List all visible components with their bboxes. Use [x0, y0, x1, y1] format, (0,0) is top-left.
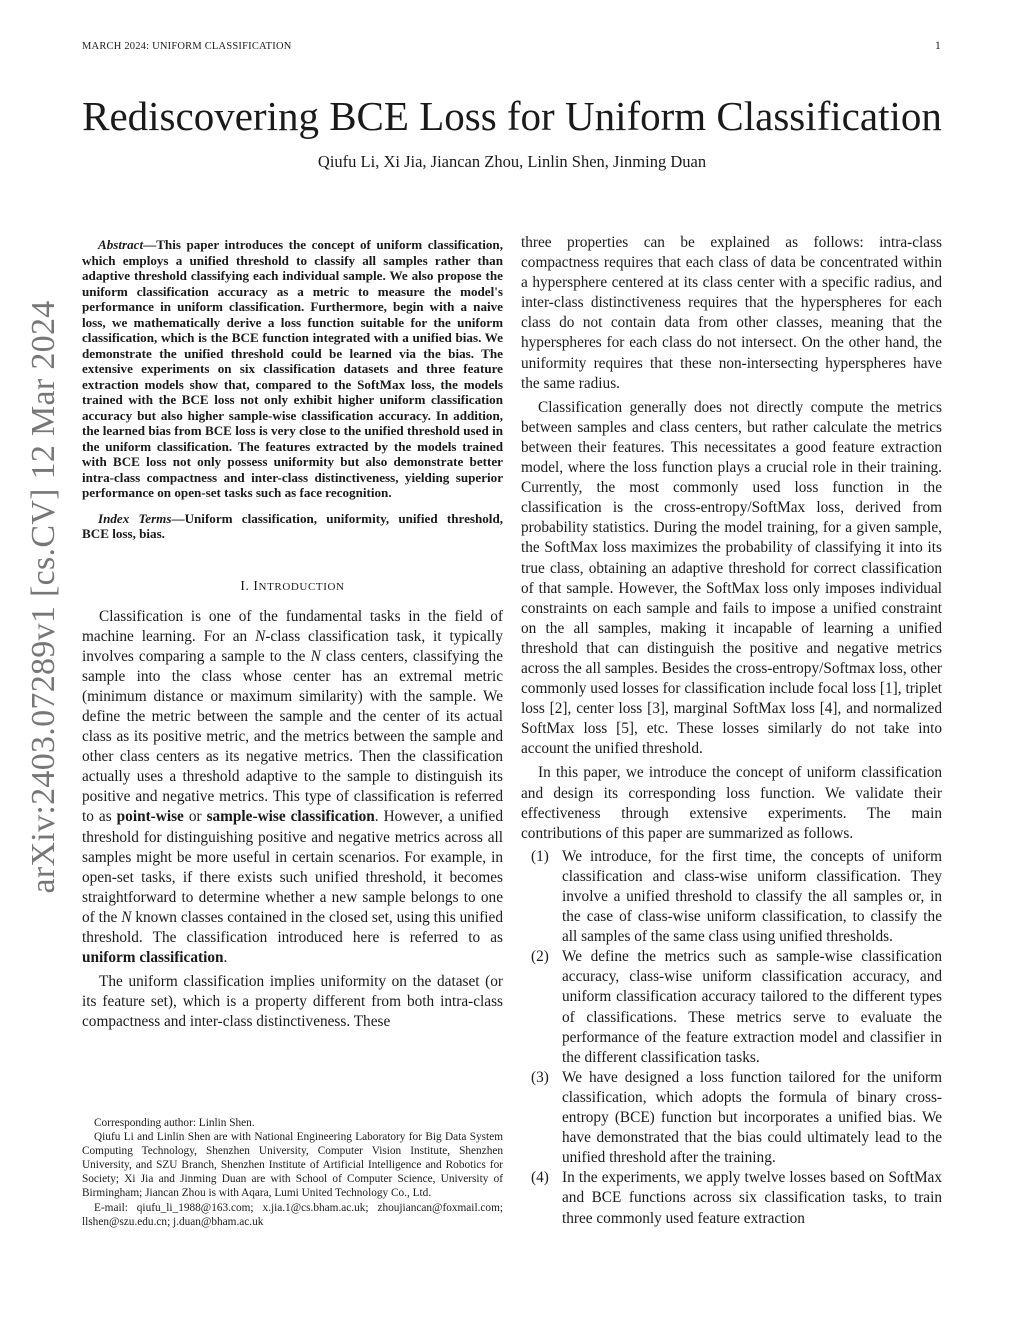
footnote-corresponding: Corresponding author: Linlin Shen.	[94, 1117, 255, 1129]
author-list: Qiufu Li, Xi Jia, Jiancan Zhou, Linlin Shen, Jinming Duan	[317, 152, 707, 171]
intro-paragraph-2: The uniform classification implies uniformity on the dataset (or its feature set), which is a property different from both intra-class compactness and inter-class distinctiveness. These	[82, 973, 503, 1031]
list-item-number: (2)	[531, 948, 549, 966]
running-header: MARCH 2024: UNIFORM CLASSIFICATION	[82, 41, 292, 52]
list-item-number: (1)	[531, 847, 549, 865]
right-paragraph-3: In this paper, we introduce the concept of uniform classification and design its corresponding loss function. We validate their effectiveness through extensive experiments. The main contributions of this paper are summarized as follows.	[521, 764, 942, 842]
footnote-emails: E-mail: qiufu_li_1988@163.com; x.jia.1@cs.bham.ac.uk; zhoujiancan@foxmail.com; llshen@szu.edu.cn; j.duan@bham.ac.uk	[82, 1201, 503, 1228]
text-run: class centers, classifying the sample into the class whose center has an extremal metric (minimum distance or maximum similarity) with the sample. We define the metric between the sample and the center of its actual class as its positive metric, and the metrics between the sample and other class centers as its negative metrics. Then the classification actually uses a threshold adaptive to the sample to distinguish its positive and negative metrics. This type of classification is referred to as	[82, 647, 503, 826]
list-item	[521, 1168, 942, 1228]
list-item-text: In the experiments, we apply twelve losses based on SoftMax and BCE functions across six classification tasks, to train three commonly used feature extraction	[562, 1169, 942, 1227]
intro-paragraph-1	[82, 607, 503, 969]
list-item-number: (4)	[531, 1169, 549, 1187]
text-run: Classification is one of the fundamental tasks in the field of machine learning. For an	[82, 607, 503, 645]
page-number: 1	[935, 40, 941, 52]
list-item	[521, 847, 942, 947]
list-item-text: We introduce, for the first time, the concepts of uniform classification and class-wise uniform classification. They involve a unified threshold to classify the all samples or, in the case of class-wise uniform classification, to classify the all samples of the same class using unified thresholds.	[562, 847, 942, 946]
math-variable-n: N	[255, 627, 266, 645]
list-item-number: (3)	[531, 1068, 549, 1086]
footnotes	[82, 1116, 503, 1229]
arxiv-identifier-stamp: arXiv:2403.07289v1 [cs.CV] 12 Mar 2024	[25, 300, 62, 894]
math-variable-n: N	[310, 647, 321, 665]
right-paragraph-1: three properties can be explained as follows: intra-class compactness requires that each class of data be concentrated within a hypersphere centered at its class center with a specific radius, and inter-class distinctiveness requires that the hyperspheres for each class do not contain data from other classes, meaning that the hyperspheres for each class do not intersect. On the other hand, the uniformity requires that these non-intersecting hyperspheres have the same radius.	[521, 234, 942, 392]
index-terms-label: Index Terms	[98, 510, 172, 526]
list-item-text: We define the metrics such as sample-wise classification accuracy, class-wise uniform classification accuracy, and uniform classification accuracy tailored to the different types of classifications. These metrics serve to evaluate the performance of the feature extraction model and classifier in the different classification tasks.	[562, 948, 942, 1066]
abstract-label: Abstract	[98, 237, 144, 252]
list-item-text: We have designed a loss function tailored for the uniform classification, which adopts the formula of binary cross-entropy (BCE) function but incorporates a unified bias. We have demonstrated that the bias could ultimately lead to the unified threshold after the training.	[562, 1068, 942, 1167]
contributions-list	[521, 847, 942, 1229]
footnote-affiliations: Qiufu Li and Linlin Shen are with National Engineering Laboratory for Big Data System Computing Technology, Shenzhen University, Computer Vision Institute, Shenzhen University, and SZU Branch, Shenzhen Institute of Artificial Intelligence and Robotics for Society; Xi Jia and Jinming Duan are with School of Computer Science, University of Birmingham; Jiancan Zhou is with Aqara, Lumi United Technology Co., Ltd.	[82, 1131, 503, 1200]
abstract	[82, 237, 503, 501]
paper-title: Rediscovering BCE Loss for Uniform Classification	[82, 93, 942, 139]
section-heading-introduction	[82, 578, 503, 594]
text-run: known classes contained in the closed set, using this unified threshold. The classification introduced here is referred to as	[82, 908, 503, 946]
left-column	[82, 237, 503, 1032]
text-run: -class classification task, it typically involves comparing a sample to the	[82, 627, 503, 665]
text-run: . However, a unified threshold for distinguishing positive and negative metrics across all samples might be more useful in certain scenarios. For example, in open-set tasks, if there exists such unified threshold, it becomes straightforward to determine whether a new sample belongs to one of the	[82, 808, 503, 926]
abstract-text: —This paper introduces the concept of uniform classification, which employs a unified threshold to classify all samples rather than adaptive threshold classifying each individual sample. We also propose the uniform classification accuracy as a metric to measure the model's performance in uniform classification. Furthermore, begin with a naive loss, we mathematically derive a loss function suitable for the uniform classification, which is the BCE function integrated with a unified bias. We demonstrate the unified threshold could be learned via the bias. The extensive experiments on six classification datasets and three feature extraction models show that, compared to the SoftMax loss, the models trained with the BCE loss not only exhibit higher uniform classification accuracy but also higher sample-wise classification accuracy. In addition, the learned bias from BCE loss is very close to the unified threshold used in the uniform classification. The features extracted by the models trained with BCE loss not only possess uniformity but also demonstrate better intra-class compactness and inter-class distinctiveness, yielding superior performance on open-set tasks such as face recognition.	[82, 237, 503, 500]
section-title: NTRODUCTION	[258, 580, 345, 593]
list-item	[521, 1068, 942, 1168]
term-sample-wise: sample-wise classification	[206, 808, 375, 826]
text-run: .	[223, 949, 228, 967]
index-terms	[82, 511, 503, 542]
right-paragraph-2: Classification generally does not directly compute the metrics between samples and class centers, but rather calculate the metrics between their features. This necessitates a good feature extraction model, where the loss function plays a crucial role in their training. Currently, the most commonly used loss function in the classification is the cross-entropy/SoftMax loss, derived from probability statistics. During the model training, for a given sample, the SoftMax loss maximizes the probability of classifying it into its true class, obtaining an adaptive threshold for correct classification of that sample. However, the SoftMax loss only imposes individual constraints on each sample and fails to impose a unified constraint on the all samples, making it incapable of learning a unified threshold that can distinguish the positive and negative metrics across the all samples. Besides the cross-entropy/Softmax loss, other commonly used losses for classification include focal loss [1], triplet loss [2], center loss [3], marginal SoftMax loss [4], and normalized SoftMax loss [5], etc. These losses similarly do not take into account the unified threshold.	[521, 398, 942, 758]
term-point-wise: point-wise	[116, 808, 184, 826]
math-variable-n: N	[121, 908, 132, 926]
list-item	[521, 947, 942, 1068]
text-run: or	[183, 808, 207, 826]
index-terms-text: —Uniform classification, uniformity, unified threshold, BCE loss, bias.	[82, 510, 503, 541]
term-uniform-classification: uniform classification	[82, 949, 224, 967]
section-numeral: I. I	[240, 577, 259, 593]
right-column	[521, 233, 942, 1229]
